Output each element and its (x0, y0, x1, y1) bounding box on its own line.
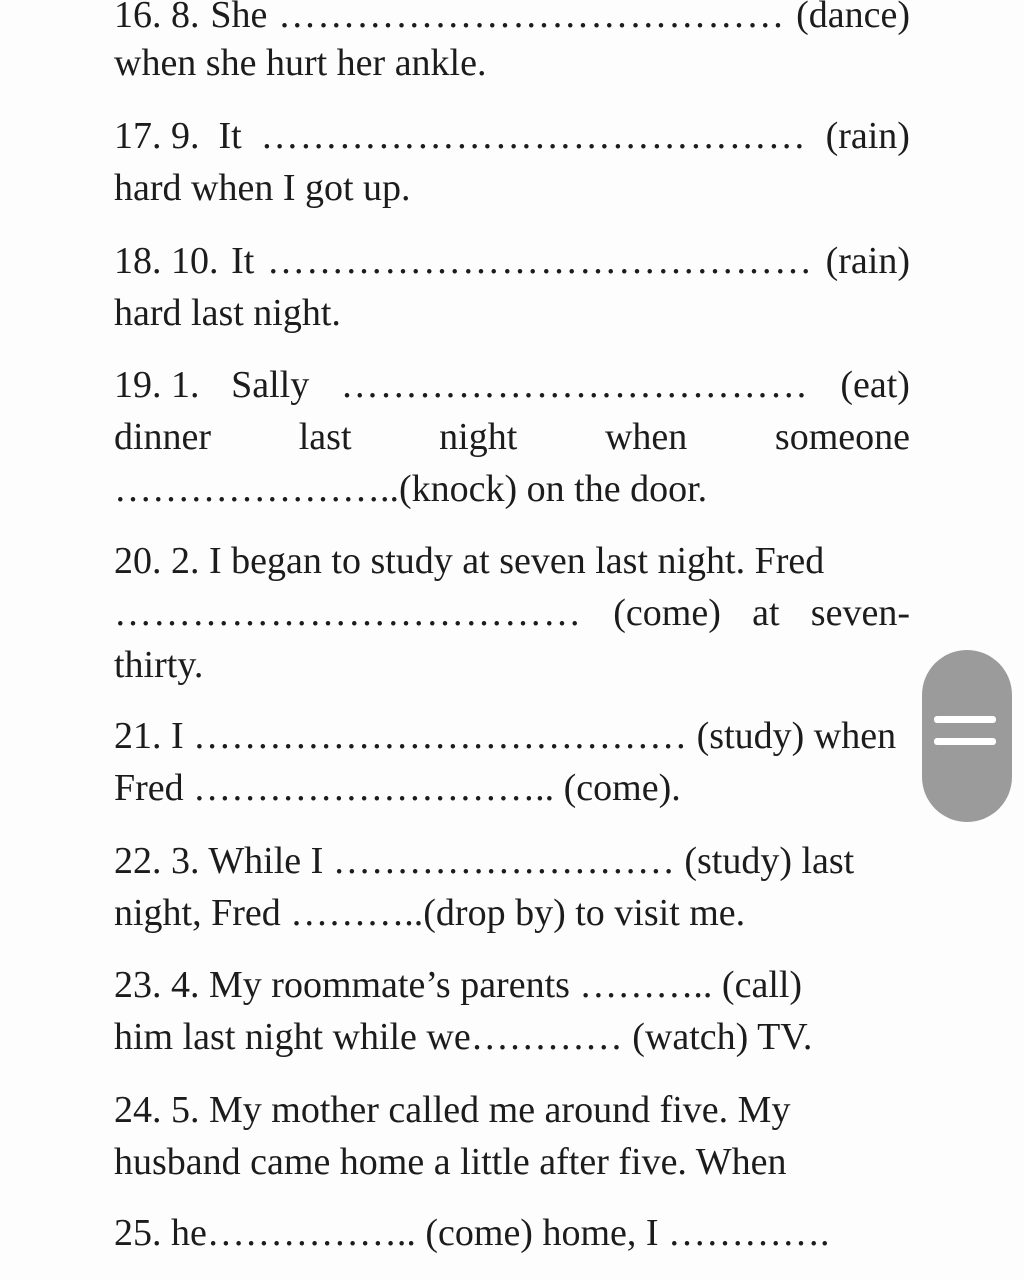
item-21-line-1: 21. I ………………………………… (study) when (114, 715, 897, 757)
word: at (752, 592, 780, 634)
item-19-line-3: …………………..(knock) on the door. (114, 468, 708, 510)
item-16-line-2: when she hurt her ankle. (114, 42, 487, 84)
item-20-line-3: thirty. (114, 644, 204, 686)
scroll-handle[interactable] (922, 650, 1012, 822)
word: someone (774, 416, 910, 458)
item-16-line-1 (114, 0, 910, 38)
item-25-line-1: 25. he…………….. (come) home, I …………. (114, 1212, 830, 1254)
item-23-line-1: 23. 4. My roommate’s parents ……….. (call) (114, 964, 803, 1006)
item-19-line-1 (114, 362, 910, 408)
word: last (298, 416, 352, 458)
item-text: It (231, 240, 255, 282)
answer-blank[interactable]: …………………………………… (266, 240, 813, 282)
grip-line-icon (934, 716, 996, 723)
word: dinner (114, 416, 212, 458)
answer-blank[interactable]: ……………………………… (340, 364, 809, 406)
word: seven- (810, 592, 910, 634)
verb-hint: (rain) (825, 115, 910, 157)
item-19-line-2 (114, 414, 910, 460)
item-21-line-2: Fred ……………………….. (come). (114, 767, 681, 809)
item-text: It (218, 115, 242, 157)
item-20-line-2 (114, 590, 910, 636)
answer-blank[interactable]: ……………………………… (114, 592, 582, 634)
verb-hint: (rain) (825, 240, 910, 282)
item-24-line-1: 24. 5. My mother called me around five. My (114, 1089, 791, 1131)
item-24-line-2: husband came home a little after five. When (114, 1141, 787, 1183)
verb-hint: (eat) (840, 364, 910, 406)
verb-hint: (come) (613, 592, 721, 634)
item-17-line-2: hard when I got up. (114, 167, 411, 209)
item-20-line-1: 20. 2. I began to study at seven last night. Fred (114, 540, 825, 582)
item-18-line-2: hard last night. (114, 292, 341, 334)
item-18-line-1 (114, 238, 910, 284)
word: night (439, 416, 518, 458)
item-22-line-2: night, Fred ………..(drop by) to visit me. (114, 892, 746, 934)
grip-line-icon (934, 738, 996, 745)
item-23-line-2: him last night while we………… (watch) TV. (114, 1016, 813, 1058)
verb-hint: (dance) (796, 0, 910, 36)
item-17-line-1 (114, 113, 910, 159)
item-number: 18. 10. (114, 240, 219, 282)
item-number: 19. 1. (114, 364, 200, 406)
item-number: 16. 8. (114, 0, 200, 36)
item-22-line-1: 22. 3. While I ……………………… (study) last (114, 840, 855, 882)
answer-blank[interactable]: ………………………………… (278, 0, 786, 36)
item-text: Sally (231, 364, 310, 406)
word: when (604, 416, 688, 458)
answer-blank[interactable]: …………………………………… (260, 115, 807, 157)
item-number: 17. 9. (114, 115, 200, 157)
item-text: She (210, 0, 268, 36)
